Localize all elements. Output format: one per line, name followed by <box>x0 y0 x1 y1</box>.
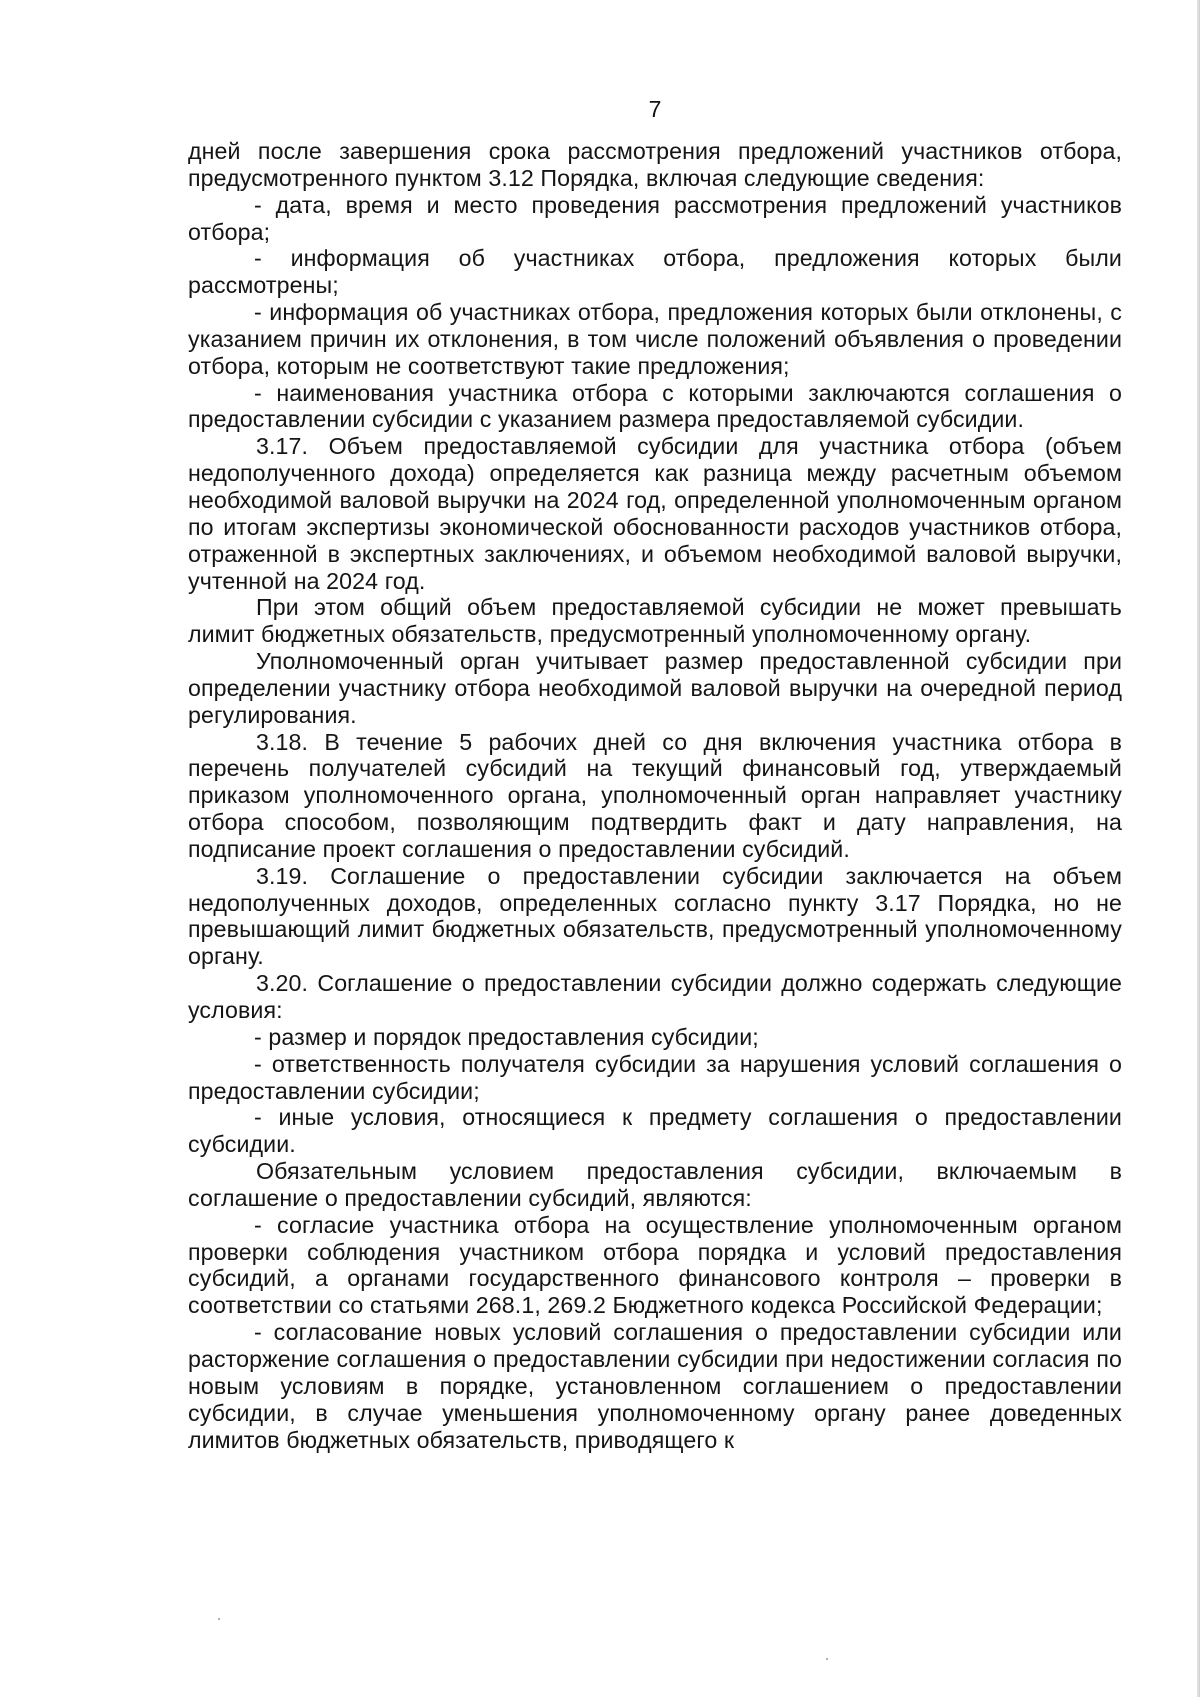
body-paragraph: Обязательным условием предоставления субсидии, включаемым в соглашение о предоставлении субсидий, являются: <box>188 1158 1122 1211</box>
list-item-paragraph: - наименования участника отбора с которыми заключаются соглашения о предоставлении субсидии с указанием размера предоставляемой субсидии. <box>188 379 1122 433</box>
list-item-paragraph: - размер и порядок предоставления субсидии; <box>254 1023 759 1050</box>
body-paragraph: 3.18. В течение 5 рабочих дней со дня включения участника отбора в перечень получателей субсидий на текущий финансовый год, утверждаемый приказом уполномоченного органа, уполномоченный орган направляет участнику отбора способом, позволяющим подтвердить факт и дату направления, на подписание проект соглашения о предоставлении субсидий. <box>188 728 1122 862</box>
list-item-paragraph: - иные условия, относящиеся к предмету соглашения о предоставлении субсидии. <box>188 1104 1122 1158</box>
scan-speck <box>218 1618 220 1620</box>
body-paragraph: 3.20. Соглашение о предоставлении субсидии должно содержать следующие условия: <box>188 970 1122 1023</box>
body-paragraph: При этом общий объем предоставляемой субсидии не может превышать лимит бюджетных обязательств, предусмотренный уполномоченному органу. <box>188 594 1122 648</box>
body-paragraph: Уполномоченный орган учитывает размер предоставленной субсидии при определении участнику отбора необходимой валовой выручки на очередной период регулирования. <box>188 648 1122 728</box>
document-body <box>188 138 1122 1453</box>
list-item-paragraph: - согласование новых условий соглашения о предоставлении субсидии или расторжение соглашения о предоставлении субсидии при недостижении согласия по новым условиям в порядке, установленном соглашением о предоставлении субсидии, в случае уменьшения уполномоченному органу ранее доведенных лимитов бюджетных обязательств, приводящего к <box>188 1319 1122 1453</box>
scan-speck <box>826 1658 828 1660</box>
body-paragraph: дней после завершения срока рассмотрения предложений участников отбора, предусмотренного пунктом 3.12 Порядка, включая следующие сведения: <box>188 138 1122 191</box>
list-item-paragraph: - согласие участника отбора на осуществление уполномоченным органом проверки соблюдения участником отбора порядка и условий предоставления субсидий, а органами государственного финансового контроля – проверки в соответствии со статьями 268.1, 269.2 Бюджетного кодекса Российской Федерации; <box>188 1211 1122 1319</box>
body-paragraph: 3.19. Соглашение о предоставлении субсидии заключается на объем недополученных доходов, определенных согласно пункту 3.17 Порядка, но не превышающий лимит бюджетных обязательств, предусмотренный уполномоченному органу. <box>188 862 1122 970</box>
list-item-paragraph: - ответственность получателя субсидии за нарушения условий соглашения о предоставлении субсидии; <box>188 1050 1122 1104</box>
list-item-paragraph: - информация об участниках отбора, предложения которых были отклонены, с указанием причин их отклонения, в том числе положений объявления о проведении отбора, которым не соответствуют такие предложения; <box>188 299 1122 379</box>
body-paragraph: 3.17. Объем предоставляемой субсидии для участника отбора (объем недополученного дохода) определяется как разница между расчетным объемом необходимой валовой выручки на 2024 год, определенной уполномоченным органом по итогам экспертизы экономической обоснованности расходов участников отбора, отраженной в экспертных заключениях, и объемом необходимой валовой выручки, учтенной на 2024 год. <box>188 433 1122 594</box>
list-item-paragraph: - дата, время и место проведения рассмотрения предложений участников отбора; <box>188 191 1122 245</box>
list-item-paragraph: - информация об участниках отбора, предложения которых были рассмотрены; <box>188 245 1122 299</box>
page-number: 7 <box>648 96 662 122</box>
